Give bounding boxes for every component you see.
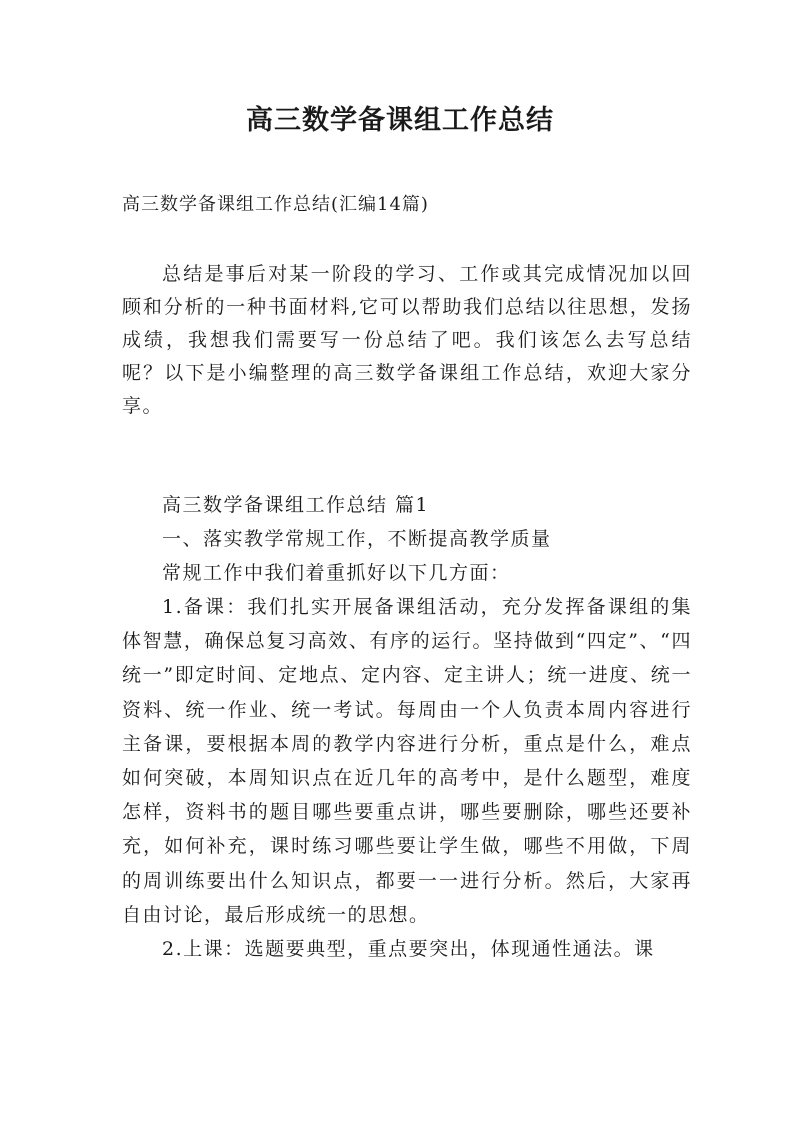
document-subtitle: 高三数学备课组工作总结(汇编14篇): [122, 194, 429, 215]
section-1: [122, 488, 692, 966]
document-title: 高三数学备课组工作总结: [246, 105, 554, 136]
section-paragraph-1: 1.备课：我们扎实开展备课组活动，充分发挥备课组的集体智慧，确保总复习高效、有序的运行。坚持做到“四定”、“四统一”即定时间、定地点、定内容、定主讲人；统一进度、统一资料、统一作业、统一考试。每周由一个人负责本周内容进行主备课，要根据本周的教学内容进行分析，重点是什么，难点如何突破，本周知识点在近几年的高考中，是什么题型，难度怎样，资料书的题目哪些要重点讲，哪些要删除，哪些还要补充，如何补充，课时练习哪些要让学生做，哪些不用做，下周的周训练要出什么知识点，都要一一进行分析。然后，大家再自由讨论，最后形成统一的思想。: [122, 596, 692, 926]
section-item-2: 常规工作中我们着重抓好以下几方面：: [162, 562, 511, 584]
intro-paragraph: 总结是事后对某一阶段的学习、工作或其完成情况加以回顾和分析的一种书面材料,它可以帮助我们总结以往思想，发扬成绩，我想我们需要写一份总结了吧。我们该怎么去写总结呢？以下是小编整理的高三数学备课组工作总结，欢迎大家分享。: [122, 263, 692, 417]
section-heading: 高三数学备课组工作总结 篇1: [162, 494, 430, 516]
section-paragraph-2: 2.上课：选题要典型，重点要突出，体现通性通法。课: [162, 938, 655, 961]
section-item-1: 一、落实教学常规工作，不断提高教学质量: [162, 528, 552, 550]
